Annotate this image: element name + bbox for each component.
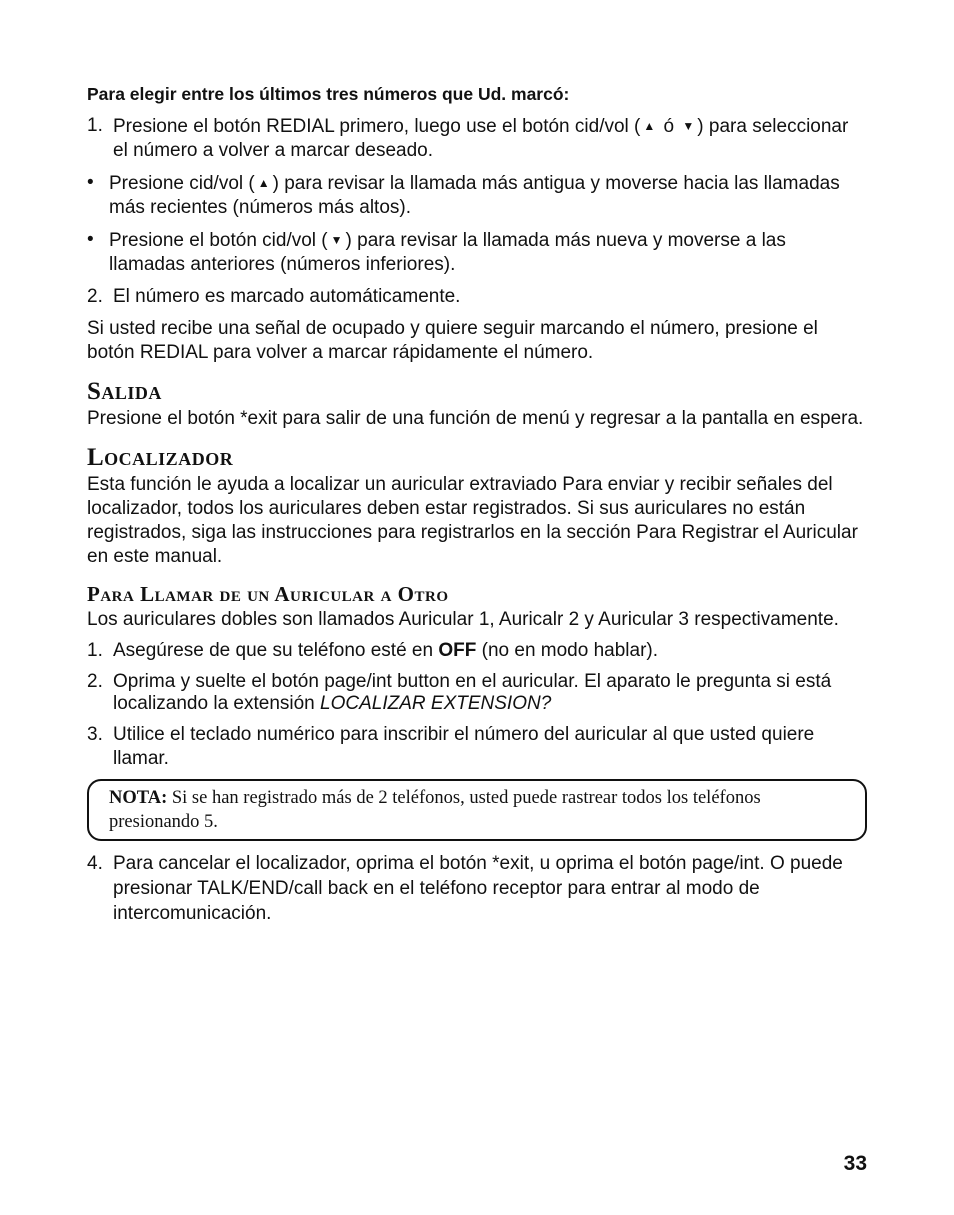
salida-paragraph: Presione el botón *exit para salir de una función de menú y regresar a la pantalla en espera. xyxy=(87,408,864,429)
display-prompt: LOCALIZAR EXTENSION? xyxy=(320,693,552,714)
step-text-part: Oprima y suelte el botón page/int button en el auricular. El aparato le pregunta si está localizando la extensión xyxy=(113,671,832,714)
step-text: El número es marcado automáticamente. xyxy=(113,286,461,307)
bullet-text-part: ) para revisar la llamada más nueva y moverse a las llamadas anteriores (números inferiores). xyxy=(109,230,786,275)
salida-heading: Salida xyxy=(87,378,162,405)
step-text-part: Presione el botón REDIAL primero, luego use el botón cid/vol ( xyxy=(113,116,641,137)
llamar-step-3 xyxy=(87,723,867,771)
arrow-up-icon: ▲ xyxy=(257,176,270,190)
note-text: Si se han registrado más de 2 teléfonos, usted puede rastrear todos los teléfonos presionando 5. xyxy=(109,788,761,832)
llamar-intro: Los auriculares dobles son llamados Auricular 1, Auricalr 2 y Auricular 3 respectivamente. xyxy=(87,609,839,630)
llamar-step-4 xyxy=(87,851,867,926)
redial-step-2 xyxy=(87,285,867,309)
note-label: NOTA: xyxy=(109,788,168,808)
bullet-text-part: ) para revisar la llamada más antigua y moverse hacia las llamadas más recientes (números más altos). xyxy=(109,173,840,218)
step-marker: 1. xyxy=(87,115,103,136)
step-text-part: Asegúrese de que su teléfono esté en xyxy=(113,640,439,661)
step-marker: 2. xyxy=(87,671,103,692)
step-text-part: ) para seleccionar el número a volver a marcar deseado. xyxy=(113,116,849,161)
arrow-up-icon: ▲ xyxy=(643,119,656,133)
redial-intro: Para elegir entre los últimos tres números que Ud. marcó: xyxy=(87,84,570,104)
or-text: ó xyxy=(663,116,675,137)
off-label: OFF xyxy=(438,640,477,661)
arrow-down-icon: ▼ xyxy=(682,119,695,133)
step-marker: 4. xyxy=(87,853,103,874)
llamar-step-2 xyxy=(87,671,867,715)
step-text-part: (no en modo hablar). xyxy=(476,640,659,661)
step-marker: 2. xyxy=(87,286,103,307)
bullet-text-part: Presione el botón cid/vol ( xyxy=(109,230,328,251)
step-marker: 3. xyxy=(87,724,103,745)
arrow-down-icon: ▼ xyxy=(330,233,343,247)
localizador-heading: Localizador xyxy=(87,444,234,471)
page-number: 33 xyxy=(843,1152,867,1175)
redial-busy-paragraph: Si usted recibe una señal de ocupado y quiere seguir marcando el número, presione el botón REDIAL para volver a marcar rápidamente el número. xyxy=(87,318,818,363)
redial-bullet-down xyxy=(87,228,867,277)
step-marker: 1. xyxy=(87,640,103,661)
localizador-paragraph: Esta función le ayuda a localizar un auricular extraviado Para enviar y recibir señales del localizador, todos los auriculares deben estar registrados. Si sus auriculares no están registrados, siga las instrucciones para registrarlos en la sección Para Registrar el Auricular en este manual. xyxy=(87,474,858,567)
llamar-step-1 xyxy=(87,639,867,663)
step-text: Para cancelar el localizador, oprima el botón *exit, u oprima el botón page/int. O puede presionar TALK/END/call back en el teléfono receptor para entrar al modo de intercomunicación. xyxy=(113,853,843,924)
bullet-marker: • xyxy=(87,172,94,193)
page-content xyxy=(87,82,867,934)
bullet-marker: • xyxy=(87,229,94,250)
step-text: Utilice el teclado numérico para inscribir el número del auricular al que usted quiere llamar. xyxy=(113,724,815,769)
redial-bullet-up xyxy=(87,171,867,220)
note-box xyxy=(87,779,867,841)
llamar-heading: Para Llamar de un Auricular a Otro xyxy=(87,582,449,606)
redial-step-1 xyxy=(87,114,867,163)
bullet-text-part: Presione cid/vol ( xyxy=(109,173,255,194)
